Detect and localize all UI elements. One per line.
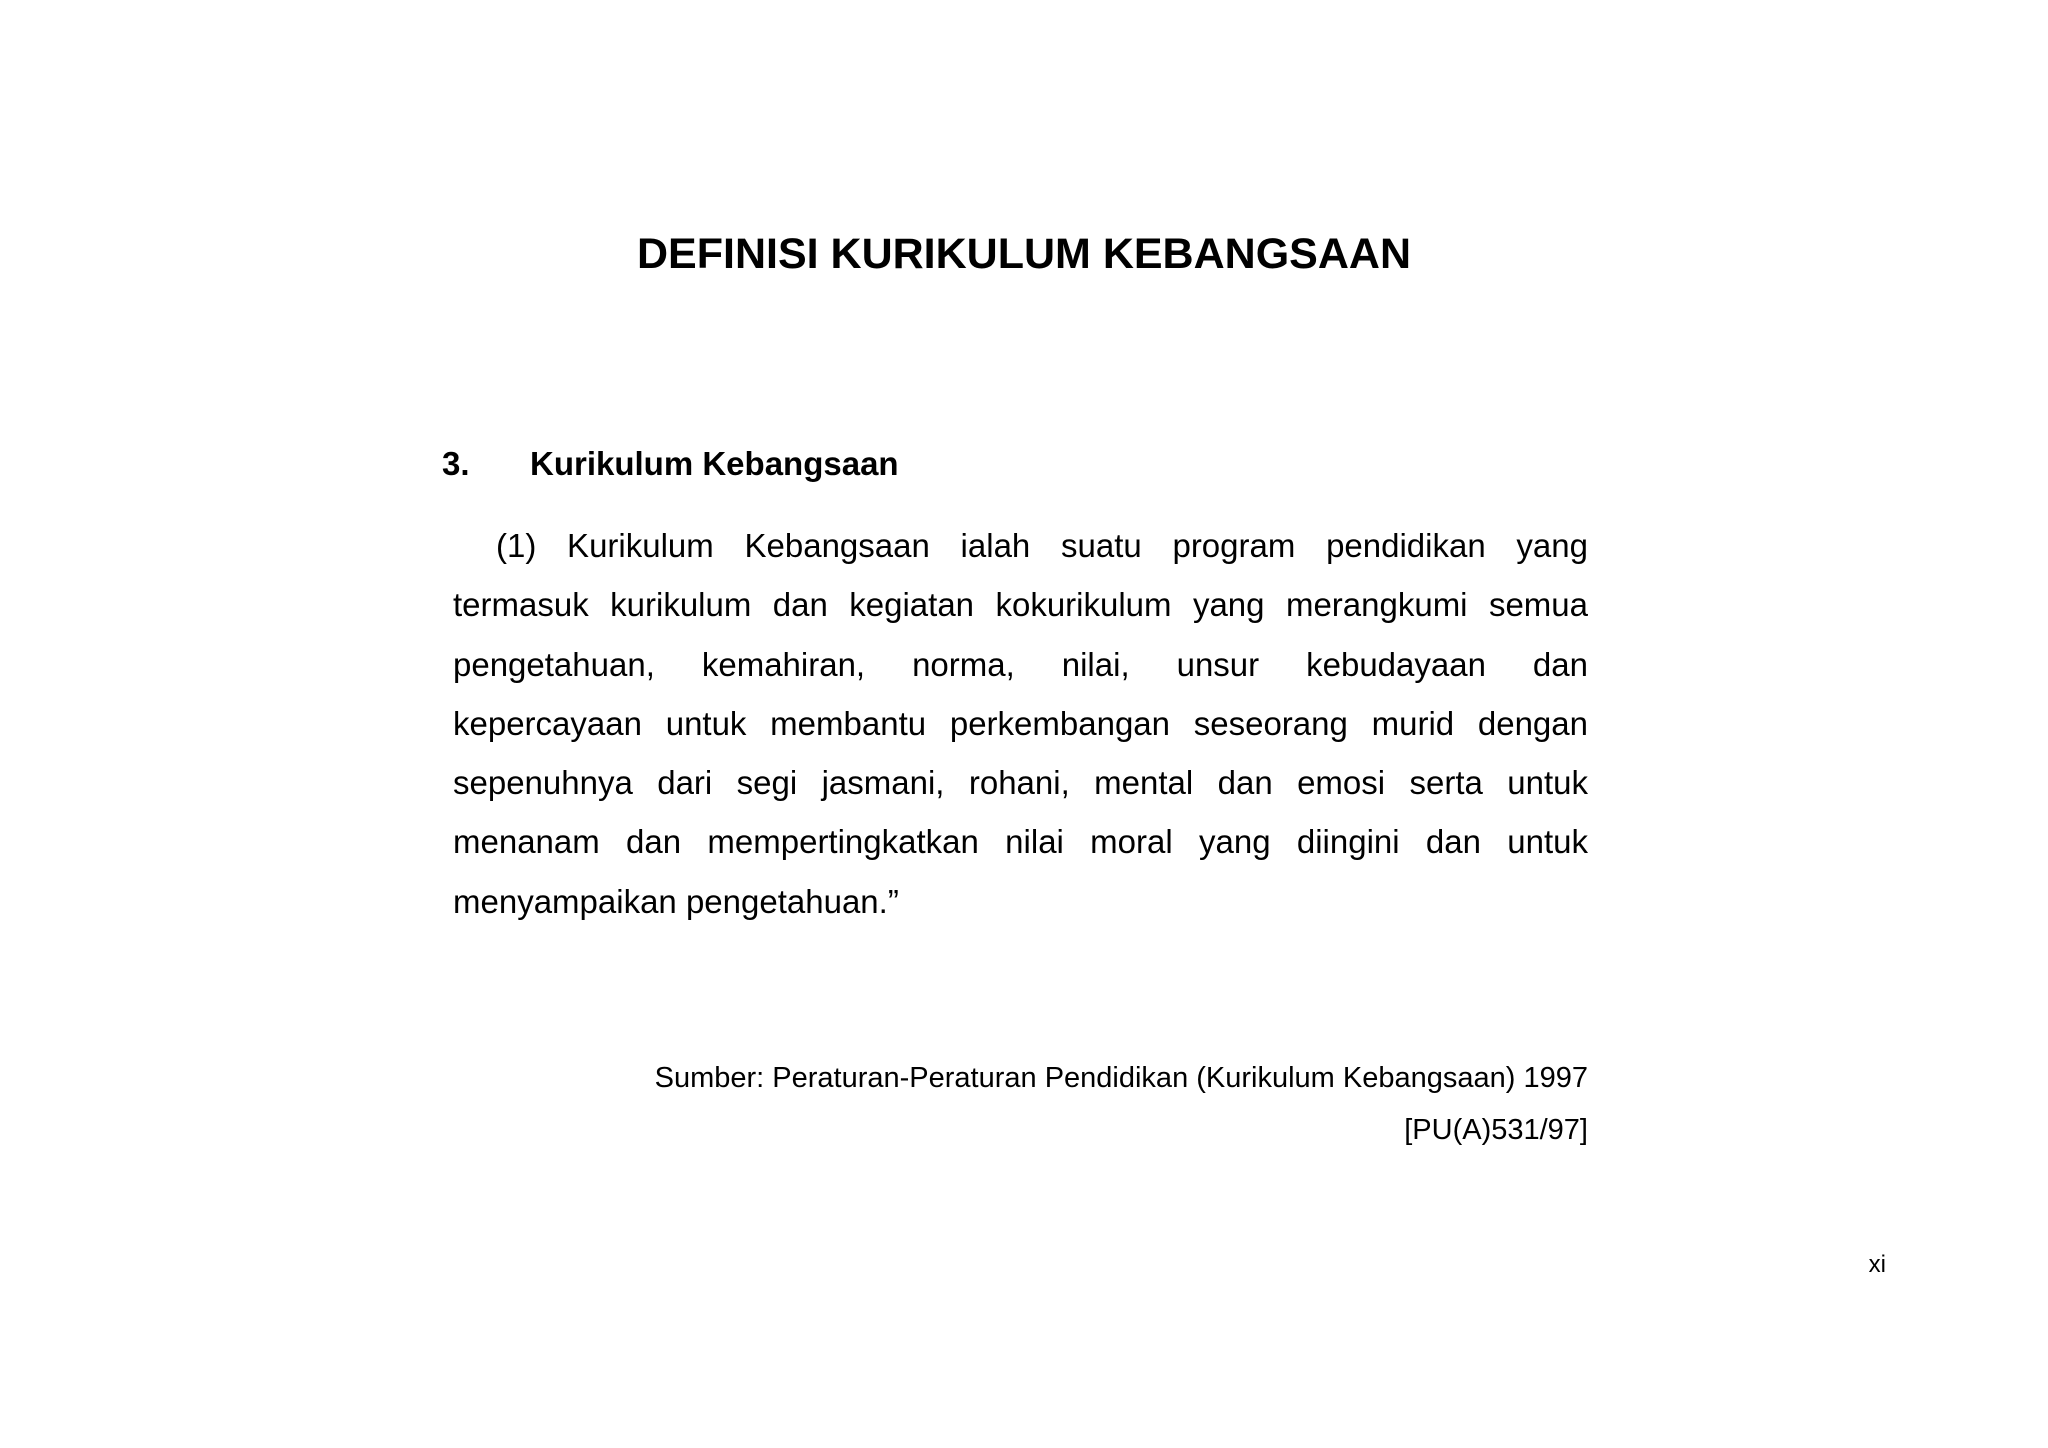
definition-paragraph [453,516,1588,931]
paragraph-line: sepenuhnya dari segi jasmani, rohani, mental dan emosi serta untuk [453,764,1588,802]
paragraph-line: kepercayaan untuk membantu perkembangan seseorang murid dengan [453,704,1588,742]
paragraph-line: pengetahuan, kemahiran, norma, nilai, unsur kebudayaan dan [453,645,1588,683]
paragraph-line: menyampaikan pengetahuan.” [453,882,899,920]
paragraph-line: (1) Kurikulum Kebangsaan ialah suatu program pendidikan yang [496,527,1588,564]
section-heading-text: Kurikulum Kebangsaan [530,445,899,482]
page-number: xi [1868,1251,1886,1278]
paragraph-line: menanam dan mempertingkatkan nilai moral yang diingini dan untuk [453,823,1588,861]
paragraph-line: termasuk kurikulum dan kegiatan kokurikulum yang merangkumi semua [453,586,1588,624]
source-line: Sumber: Peraturan-Peraturan Pendidikan (Kurikulum Kebangsaan) 1997 [654,1062,1588,1094]
section-number: 3. [442,445,470,482]
page-title: DEFINISI KURIKULUM KEBANGSAAN [637,230,1411,278]
source-citation [655,1052,1588,1156]
section-heading [442,444,899,484]
source-reference: [PU(A)531/97] [1404,1114,1588,1146]
